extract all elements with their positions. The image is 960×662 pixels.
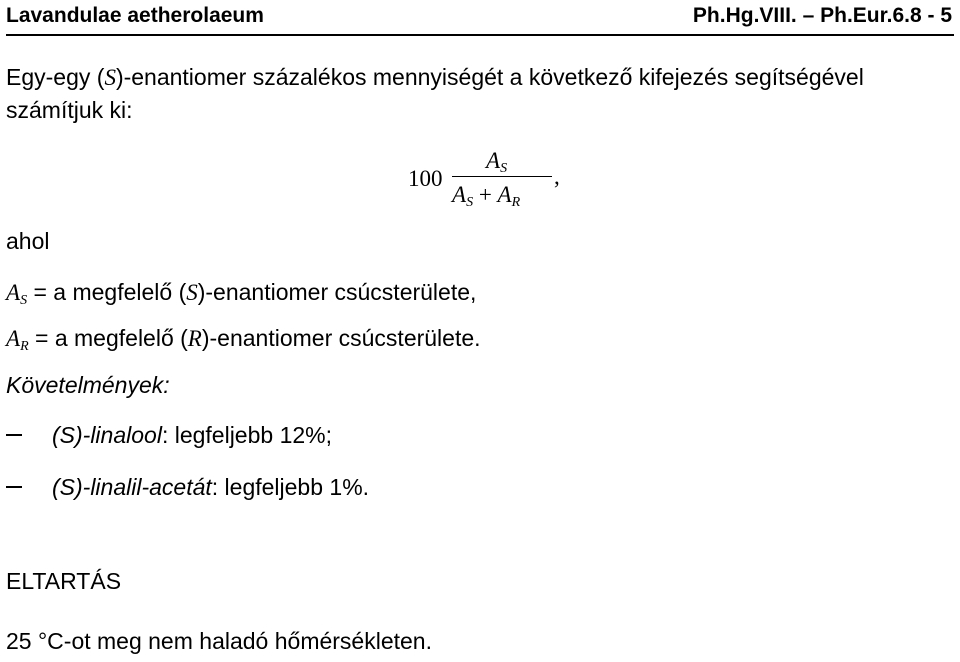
requirement-item-linalyl-acetate: (S)-linalil-acetát: legfeljebb 1%. [52,474,370,500]
list-dash [6,486,22,488]
page-header [6,0,954,36]
intro-line-1: Egy-egy (S)-enantiomer százalékos mennyiségét a következő kifejezés segítségével [6,64,864,90]
enantiomer-letter-s: S [104,65,116,90]
list-dash [6,434,22,436]
storage-heading: ELTARTÁS [6,568,122,594]
where-label: ahol [6,228,50,254]
formula-numerator: $A_S$ [486,148,508,176]
definition-as: $A_S = a$ megfelelő (S)-enantiomer csúcsterülete, [6,279,477,308]
percentage-formula [408,148,588,218]
formula-denominator: $A_S + A_R$ [452,182,521,210]
pharmacopoeia-reference: Ph.Hg.VIII. – Ph.Eur.6.8 - 5 [692,4,952,27]
monograph-title: Lavandulae aetherolaeum [6,4,264,27]
requirements-heading: Követelmények: [6,372,170,398]
definition-ar: $A_R = a$ megfelelő (R)-enantiomer csúcsterülete. [6,325,481,354]
intro-line-2: számítjuk ki: [6,97,133,123]
requirement-item-linalool: (S)-linalool: legfeljebb 12%; [52,422,333,448]
storage-text: 25 °C-ot meg nem haladó hőmérsékleten. [6,628,432,654]
formula-comma: , [554,164,560,189]
fraction-bar [452,176,552,177]
formula-factor: 100 [408,166,443,191]
